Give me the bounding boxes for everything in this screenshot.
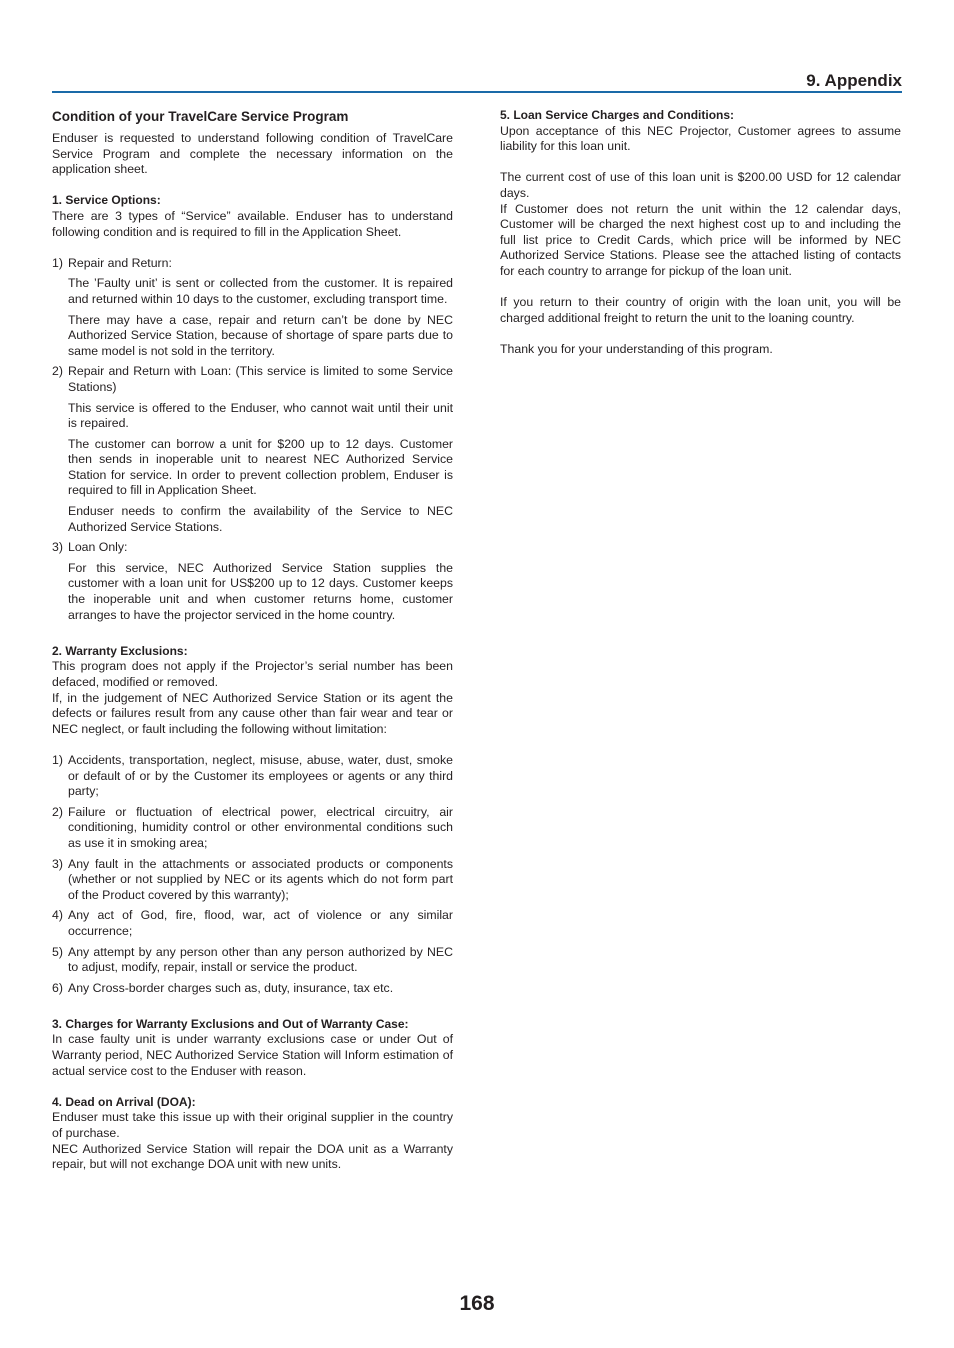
chapter-title: 9. Appendix [806, 71, 902, 90]
option-title: Loan Only: [68, 540, 128, 555]
doa-heading: 4. Dead on Arrival (DOA): [52, 1094, 196, 1109]
exclusion-text: Failure or fluctuation of electrical power, electrical circuitry, air conditioning, humidity control or other environmental conditions such as use it in smoking area; [68, 804, 453, 850]
exclusion-text: Any act of God, fire, flood, war, act of violence or any similar occurrence; [68, 908, 453, 938]
list-number: 1) [52, 752, 63, 767]
exclusion-item [52, 981, 453, 997]
exclusion-item [52, 945, 453, 976]
option-paragraph: For this service, NEC Authorized Service Station supplies the customer with a loan unit for US$200 up to 12 days. Customer keeps the inoperable unit and when customer returns home, customer arranges to have the projector serviced in the home country. [68, 560, 453, 622]
loan-charges-heading: 5. Loan Service Charges and Conditions: [500, 108, 735, 122]
doa-paragraph: Enduser must take this issue up with their original supplier in the country of purchase. [52, 1110, 453, 1141]
loan-paragraph: If Customer does not return the unit within the 12 calendar days, Customer will be charged the next highest cost up to and including the full list price to Credit Cards, which price will be informed by NEC Authorized Service Stations. Please see the attached listing of contacts for each country to arrange for pickup of the loan unit. [500, 201, 901, 278]
charges-heading: 3. Charges for Warranty Exclusions and Out of Warranty Case: [52, 1016, 409, 1031]
right-column [500, 108, 901, 358]
exclusion-text: Accidents, transportation, neglect, misuse, abuse, water, dust, smoke or default of or by the Customer its employees or agents or any third party; [68, 752, 453, 799]
exclusion-item [52, 857, 453, 904]
service-options-body: There are 3 types of “Service” available. Enduser has to understand following condition and is required to fill in the Application Sheet. [52, 208, 453, 239]
option-repair-return [52, 256, 453, 272]
list-number: 2) [52, 364, 63, 379]
exclusion-item [52, 805, 453, 852]
left-column [52, 108, 453, 1173]
thank-you-paragraph: Thank you for your understanding of this program. [500, 341, 773, 356]
option-repair-return-loan [52, 364, 453, 395]
exclusion-text: Any Cross-border charges such as, duty, insurance, tax etc. [68, 980, 394, 995]
header-rule [52, 91, 902, 93]
list-number: 2) [52, 804, 63, 819]
exclusion-text: Any attempt by any person other than any person authorized by NEC to adjust, modify, repair, install or service the product. [68, 944, 453, 975]
warranty-exclusions-heading: 2. Warranty Exclusions: [52, 643, 188, 658]
exclusion-text: Any fault in the attachments or associated products or components (whether or not supplied by NEC or its agents which do not form part of the Product covered by this warranty); [68, 856, 453, 902]
loan-paragraph: Upon acceptance of this NEC Projector, Customer agrees to assume liability for this loan unit. [500, 123, 901, 154]
list-number: 1) [52, 255, 63, 270]
list-number: 3) [52, 540, 63, 555]
option-title: Repair and Return: [68, 255, 172, 270]
section-title: Condition of your TravelCare Service Program [52, 109, 349, 124]
loan-paragraph: If you return to their country of origin with the loan unit, you will be charged additional freight to return the unit to the loaning country. [500, 295, 901, 325]
loan-paragraph: The current cost of use of this loan unit is $200.00 USD for 12 calendar days. [500, 170, 901, 200]
doa-paragraph: NEC Authorized Service Station will repair the DOA unit as a Warranty repair, but will not exchange DOA unit with new units. [52, 1141, 453, 1172]
option-paragraph: The customer can borrow a unit for $200 up to 12 days. Customer then sends in inoperable unit to nearest NEC Authorized Service Station for service. In order to prevent collection problem, Enduser is required to fill in Application Sheet. [68, 436, 453, 498]
warranty-paragraph: If, in the judgement of NEC Authorized Service Station or its agent the defects or failures result from any cause other than fair wear and tear or NEC neglect, or fault including the following without limitation: [52, 690, 453, 736]
option-title: Repair and Return with Loan: (This service is limited to some Service Stations) [68, 364, 453, 394]
option-paragraph: Enduser needs to confirm the availability of the Service to NEC Authorized Service Stations. [68, 504, 453, 534]
option-paragraph: The ’Faulty unit’ is sent or collected from the customer. It is repaired and returned within 10 days to the customer, excluding transport time. [68, 276, 453, 306]
list-number: 4) [52, 908, 63, 923]
list-number: 6) [52, 980, 63, 995]
option-paragraph: There may have a case, repair and return can’t be done by NEC Authorized Service Station, because of shortage of spare parts due to same model is not sold in the territory. [68, 312, 453, 358]
charges-body: In case faulty unit is under warranty exclusions case or under Out of Warranty period, NEC Authorized Service Station will Inform estimation of actual service cost to the Enduser with reason. [52, 1032, 453, 1078]
list-number: 3) [52, 856, 63, 871]
list-number: 5) [52, 944, 63, 959]
warranty-paragraph: This program does not apply if the Projector’s serial number has been defaced, modified or removed. [52, 659, 453, 689]
intro-paragraph: Enduser is requested to understand following condition of TravelCare Service Program and complete the necessary information on the application sheet. [52, 131, 453, 177]
option-paragraph: This service is offered to the Enduser, who cannot wait until their unit is repaired. [68, 400, 453, 431]
exclusion-item [52, 753, 453, 800]
page-number: 168 [459, 1292, 495, 1315]
exclusion-item [52, 908, 453, 939]
service-options-heading: 1. Service Options: [52, 193, 161, 208]
option-loan-only [52, 540, 453, 556]
